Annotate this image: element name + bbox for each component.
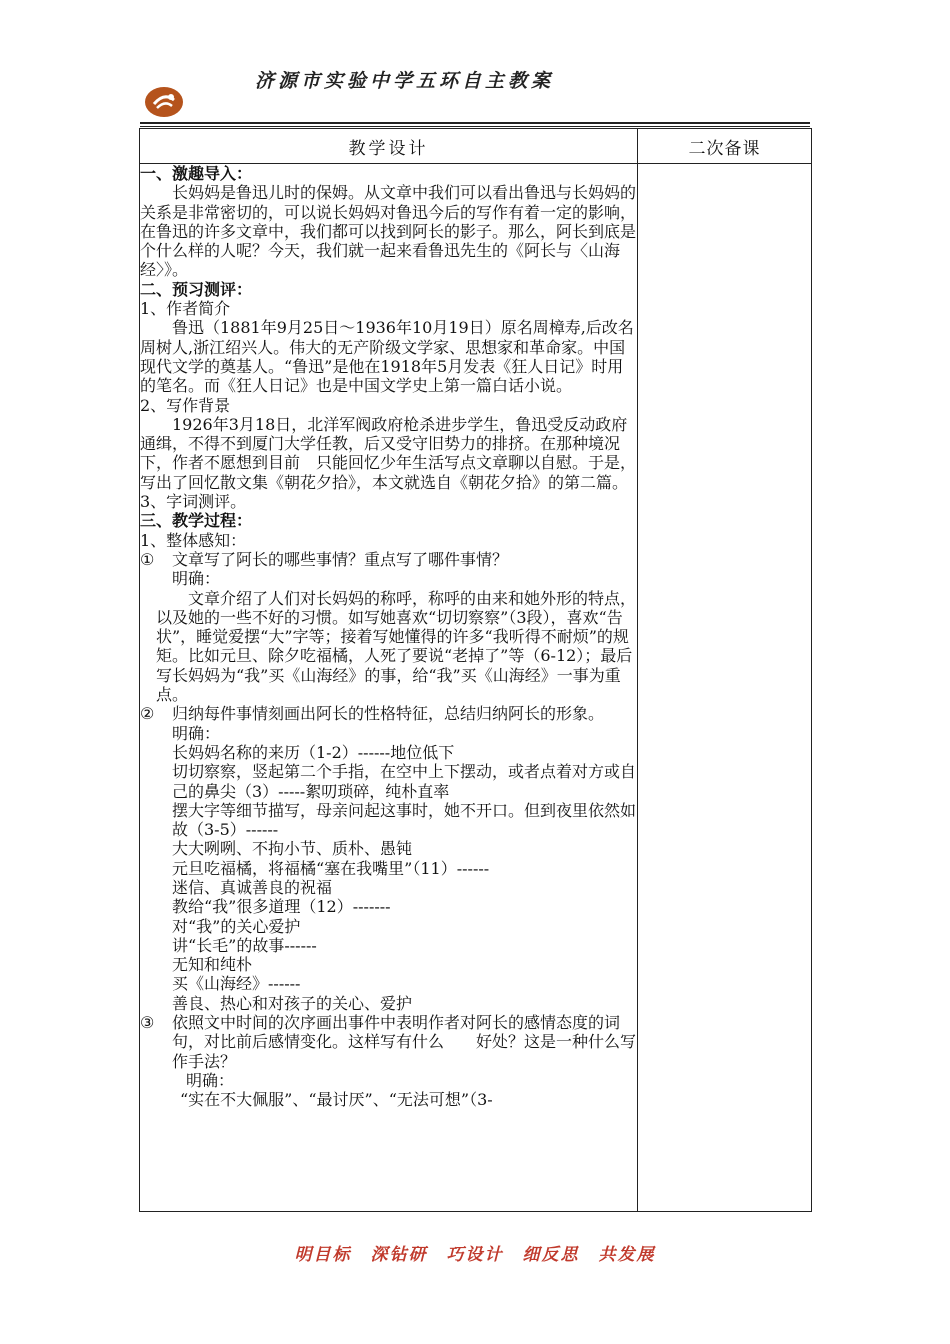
answer-line: 对“我”的关心爱护 xyxy=(172,916,301,936)
lesson-content xyxy=(140,164,637,1110)
section-title: 一、激趣导入： xyxy=(140,164,253,183)
sub-heading: 1、整体感知： xyxy=(140,530,247,550)
sub-heading: 2、写作背景 xyxy=(140,395,231,415)
header-rule-thin xyxy=(140,126,810,127)
question-text: 依照文中时间的次序画出事件中表明作者对阿长的感情态度的词句，对比前后感情变化。这样写有什么 好处？这是一种什么写作手法？ xyxy=(172,1013,637,1071)
footer-motto: 明目标 深钻研 巧设计 细反思 共发展 xyxy=(294,1245,656,1265)
answer-line: 教给“我”很多道理（12）------- xyxy=(172,897,391,917)
answer-line: 善良、热心和对孩子的关心、爱护 xyxy=(172,993,413,1013)
paragraph: 长妈妈是鲁迅儿时的保姆。从文章中我们可以看出鲁迅与长妈妈的关系是非常密切的，可以说长妈妈对鲁迅今后的写作有着一定的影响，在鲁迅的许多文章中，我们都可以找到阿长的影子。那么，阿长到底是个什么样的人呢？今天，我们就一起来看鲁迅先生的《阿长与〈山海经〉》。 xyxy=(140,183,637,280)
answer-line: 大大咧咧、不拘小节、质朴、愚钝 xyxy=(172,839,413,859)
answer-line: 长妈妈名称的来历（1-2）------地位低下 xyxy=(172,742,455,762)
answer-label: 明确： xyxy=(172,569,221,589)
question-item xyxy=(140,704,637,723)
header-rule xyxy=(140,122,810,124)
answer-line: 无知和纯朴 xyxy=(172,955,253,975)
answer-line: 摆大字等细节描写，母亲问起这事时，她不开口。但到夜里依然如故（3-5）------ xyxy=(172,800,637,840)
answer-line: 迷信、真诚善良的祝福 xyxy=(172,877,333,897)
second-preparation-cell xyxy=(638,164,812,1212)
paragraph: 1926年3月18日，北洋军阀政府枪杀进步学生，鲁迅受反动政府通缉，不得不到厦门大学任教，后又受守旧势力的排挤。在那种境况下，作者不愿想到目前 只能回忆少年生活写点文章聊以自慰。于是，写出了回忆散文集《朝花夕拾》，本文就选自《朝花夕拾》的第二篇。 xyxy=(140,414,637,492)
answer-line: 元旦吃福橘，将福橘“塞在我嘴里”（11）------ xyxy=(172,858,490,878)
answer-label: 明确： xyxy=(186,1070,235,1090)
question-marker: ① xyxy=(140,549,155,569)
answer-line: 讲“长毛”的故事------ xyxy=(172,935,317,955)
column-header-second-preparation: 二次备课 xyxy=(638,129,812,164)
answer-text: 文章介绍了人们对长妈妈的称呼，称呼的由来和她外形的特点，以及她的一些不好的习惯。如写她喜欢“切切察察”（3段），喜欢“告状”，睡觉爱摆“大”字等；接着写她懂得的许多“我听得不耐烦”的规矩。比如元旦、除夕吃福橘，人死了要说“老掉了”等（6-12）；最后写长妈妈为“我”买《山海经》的事，给“我”买《山海经》一事为重点。 xyxy=(156,588,637,705)
question-item xyxy=(140,550,637,569)
question-text: 文章写了阿长的哪些事情？重点写了哪件事情？ xyxy=(172,549,509,569)
column-header-teaching-design: 教学设计 xyxy=(140,129,638,164)
section-title: 三、教学过程： xyxy=(140,511,253,531)
school-logo-icon xyxy=(144,86,184,118)
question-marker: ② xyxy=(140,704,155,724)
lesson-plan-table xyxy=(139,128,812,1212)
answer-line: 买《山海经》------ xyxy=(172,974,301,994)
answer-label: 明确： xyxy=(172,723,221,743)
sub-heading: 3、字词测评。 xyxy=(140,492,247,512)
answer-line: 切切察察，竖起第二个手指，在空中上下摆动，或者点着对方或自己的鼻尖（3）-----絮叨琐碎，纯朴直率 xyxy=(172,762,637,801)
page-header-title: 济源市实验中学五环自主教案 xyxy=(255,70,555,92)
question-text: 归纳每件事情刻画出阿长的性格特征，总结归纳阿长的形象。 xyxy=(172,704,605,724)
question-marker: ③ xyxy=(140,1013,155,1033)
question-item xyxy=(140,1013,637,1071)
paragraph: 鲁迅（1881年9月25日～1936年10月19日）原名周樟寿,后改名周树人,浙江绍兴人。伟大的无产阶级文学家、思想家和革命家。中国现代文学的奠基人。“鲁迅”是他在1918年5月发表《狂人日记》时用的笔名。而《狂人日记》也是中国文学史上第一篇白话小说。 xyxy=(140,318,634,396)
sub-heading: 1、作者简介 xyxy=(140,299,231,319)
answer-text: “实在不大佩服”、“最讨厌”、“无法可想”（3- xyxy=(180,1090,493,1110)
teaching-design-cell xyxy=(140,164,638,1212)
section-title: 二、预习测评： xyxy=(140,279,253,299)
